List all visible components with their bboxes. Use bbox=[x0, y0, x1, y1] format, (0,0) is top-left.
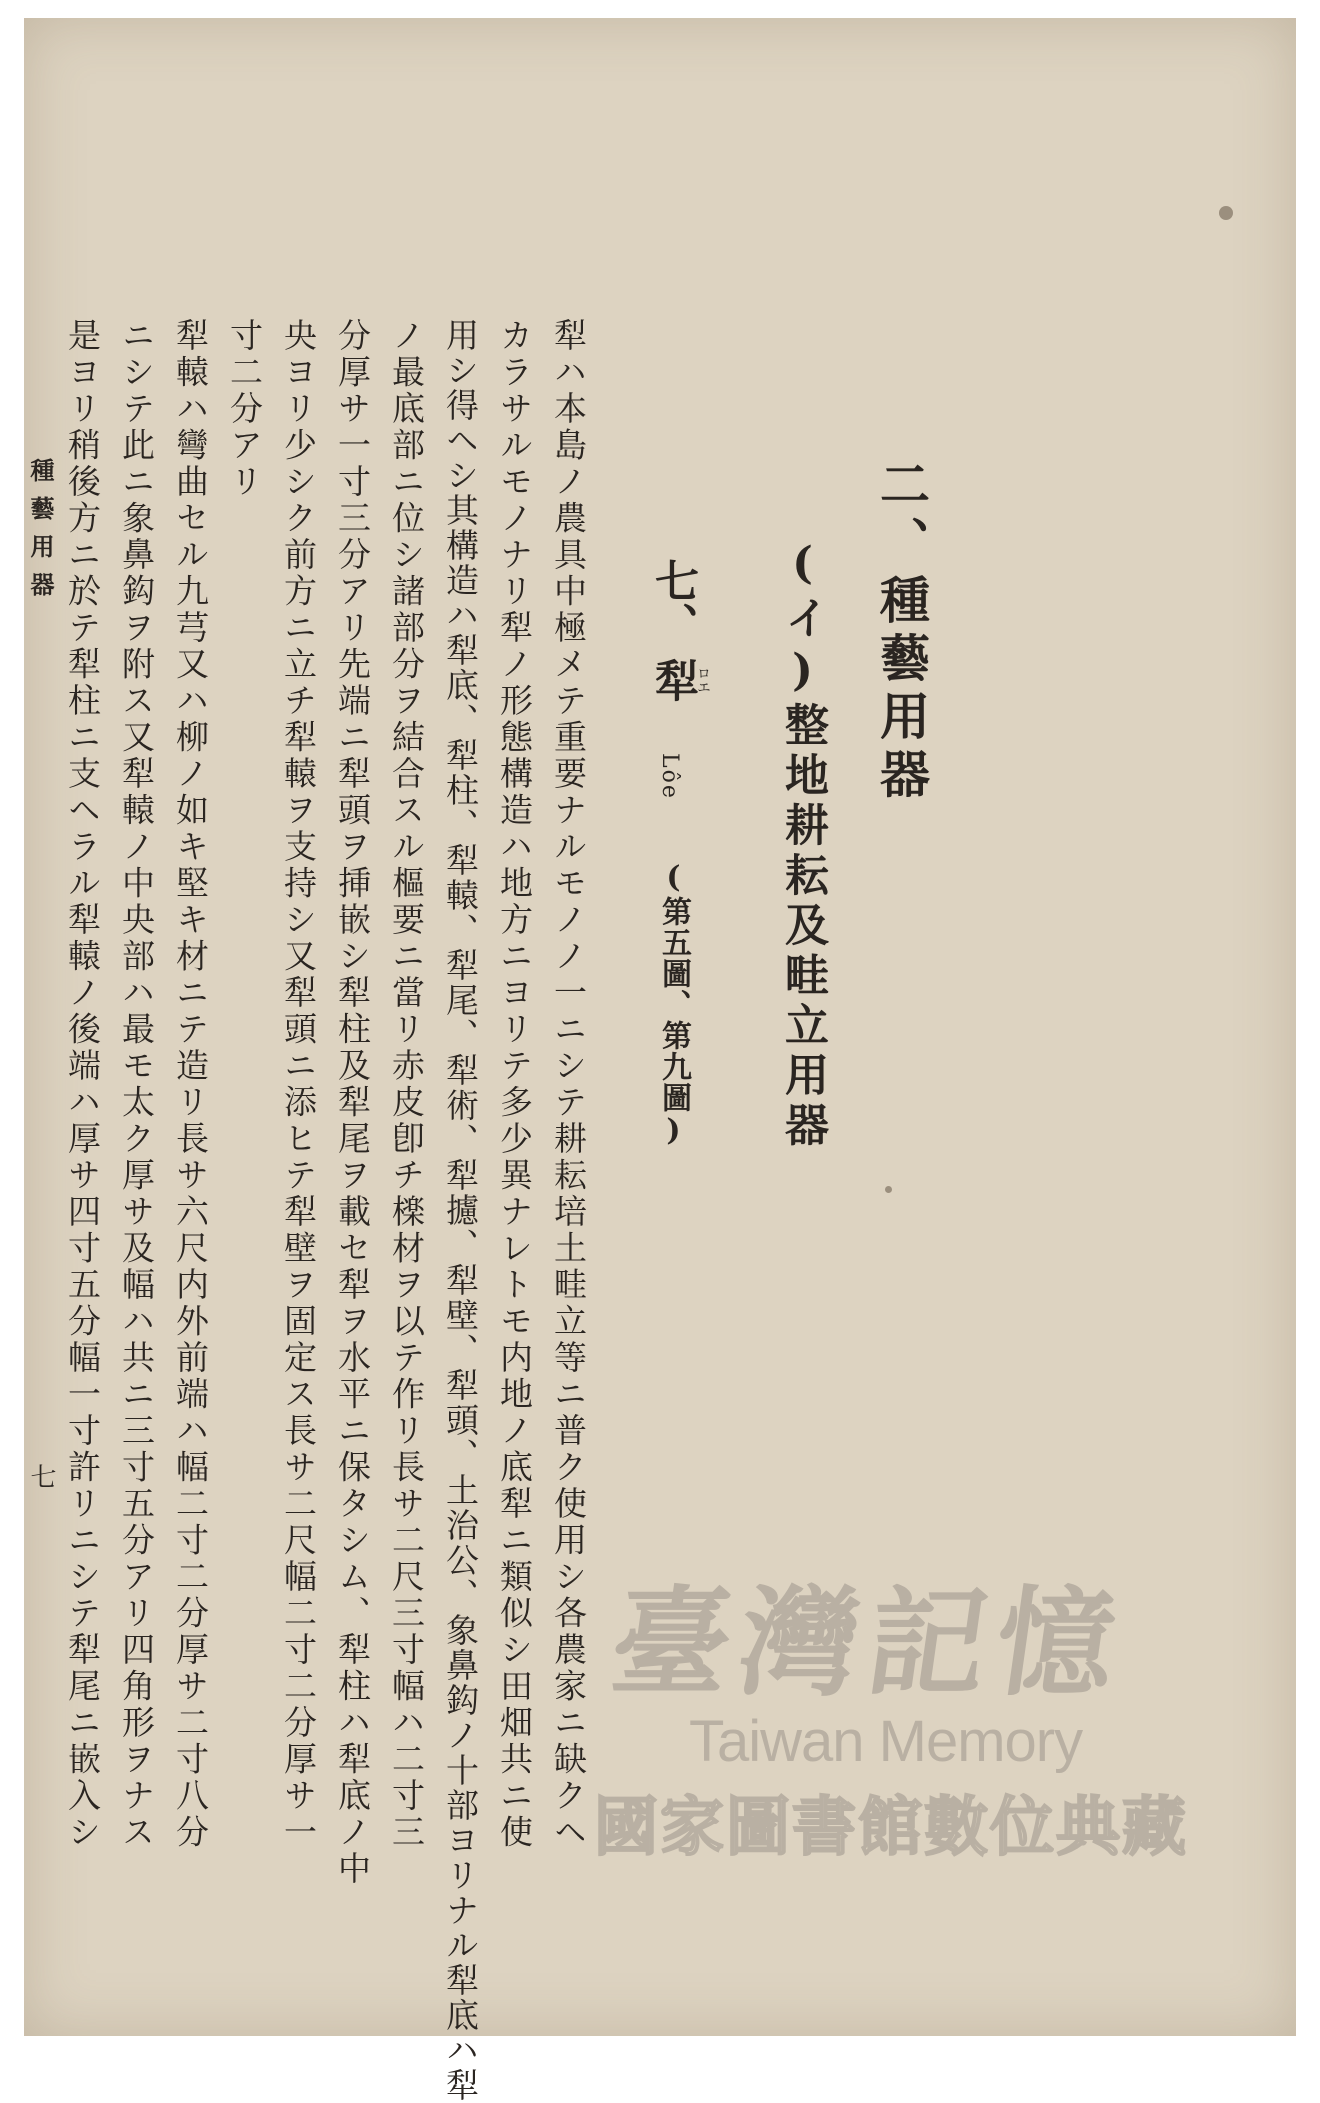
body-line: ノ最底部ニ位シ諸部分ヲ結合スル樞要ニ當リ赤皮卽チ檪材ヲ以テ作リ長サ二尺三寸幅ハ二寸三 bbox=[387, 318, 426, 1851]
paper-spot bbox=[885, 1186, 892, 1193]
item-name: 犁 bbox=[647, 658, 698, 702]
body-line: カラサルモノナリ犁ノ形態構造ハ地方ニヨリテ多少異ナレトモ内地ノ底犁ニ類似シ田畑共ニ使 bbox=[495, 318, 534, 1851]
watermark bbox=[594, 1548, 1254, 1908]
paper-spot bbox=[1219, 206, 1233, 220]
body-line: 央ヨリ少シク前方ニ立チ犁轅ヲ支持シ又犁頭ニ添ヒテ犁壁ヲ固定ス長サ二尺幅二寸二分厚サ一 bbox=[279, 318, 318, 1851]
subsection-title: (イ)整地耕耘及畦立用器 bbox=[777, 538, 828, 1152]
body-line: 分厚サ一寸三分アリ先端ニ犁頭ヲ挿嵌シ犁柱及犁尾ヲ載セ犁ヲ水平ニ保タシム、犁柱ハ犁底ノ中 bbox=[333, 318, 372, 1888]
body-line: 犁ハ本島ノ農具中極メテ重要ナルモノノ一ニシテ耕耘培土畦立等ニ普ク使用シ各農家ニ缺クヘ bbox=[549, 318, 588, 1851]
item-ruby: ロエ bbox=[695, 666, 711, 694]
body-line: 用シ得ヘシ其構造ハ犁底、犁柱、犁轅、犁尾、犁術、犁攄、犁壁、犁頭、土治公、象鼻鈎ノ十部ヨリナル犁底ハ犁 bbox=[441, 318, 480, 2103]
body-line: ニシテ此ニ象鼻鈎ヲ附ス又犁轅ノ中央部ハ最モ太ク厚サ及幅ハ共ニ三寸五分アリ四角形ヲナス bbox=[117, 318, 156, 1851]
section-title: 二、種藝用器 bbox=[872, 458, 931, 806]
watermark-chinese: 臺灣記憶 bbox=[602, 1573, 1135, 1712]
body-line: 犁轅ハ彎曲セル九芎又ハ柳ノ如キ堅キ材ニテ造リ長サ六尺内外前端ハ幅二寸二分厚サ二寸八分 bbox=[171, 318, 210, 1851]
watermark-english: Taiwan Memory bbox=[689, 1709, 1083, 1774]
item-romanization: Lôe bbox=[657, 753, 682, 800]
document-page bbox=[24, 18, 1296, 2103]
margin-title: 種藝用器 bbox=[26, 458, 55, 610]
body-line: 是ヨリ稍後方ニ於テ犁柱ニ支ヘラル犁轅ノ後端ハ厚サ四寸五分幅一寸許リニシテ犁尾ニ嵌入シ bbox=[63, 318, 102, 1851]
item-number: 七、 bbox=[647, 558, 698, 646]
body-line: 寸二分アリ bbox=[225, 318, 264, 501]
item-figure-reference: (第五圖、第九圖) bbox=[656, 860, 691, 1149]
page-number: 七 bbox=[26, 1463, 56, 1489]
watermark-library: 國家圖書館數位典藏 bbox=[594, 1791, 1188, 1865]
